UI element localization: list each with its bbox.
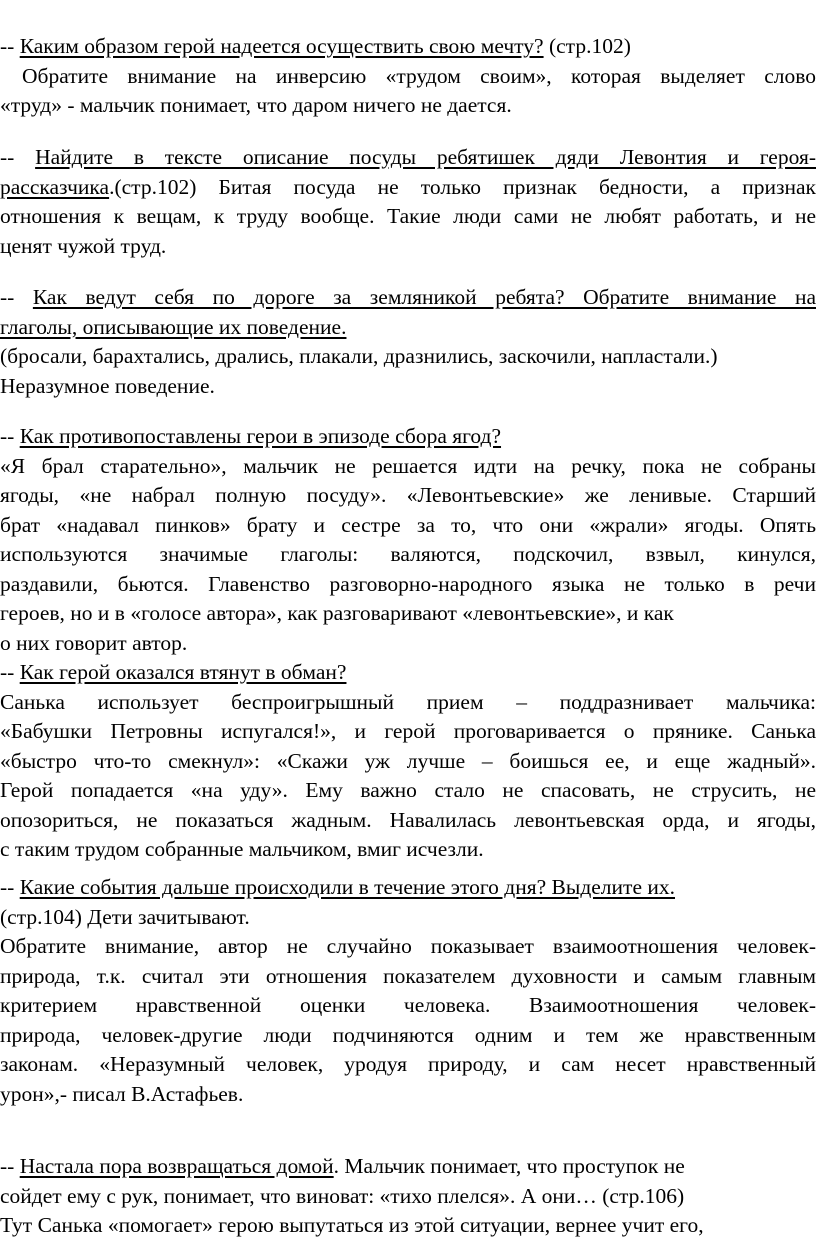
- text-line: рассказчика.(стр.102) Битая посуда не только признак бедности, а признак: [0, 174, 816, 199]
- text-line: используются значимые глаголы: валяются, подскочил, взвыл, кинулся,: [0, 542, 816, 566]
- text-line: о них говорит автор.: [0, 630, 188, 655]
- question-text: Как противопоставлены герои в эпизоде сбора ягод?: [19, 424, 502, 448]
- text-line: брат «надавал пинков» брату и сестре за то, что они «жрали» ягоды. Опять: [0, 512, 816, 537]
- text-line: критерием нравственной оценки человека. Взаимоотношения человек-: [0, 993, 816, 1017]
- text-line: «Бабушки Петровны испугался!», и герой проговаривается о прянике. Санька: [0, 719, 816, 743]
- text-line: законам. «Неразумный человек, уродуя природу, и сам несет нравственный: [0, 1052, 816, 1076]
- question-text: рассказчика: [0, 174, 110, 199]
- text-line: -- Какие события дальше происходили в течение этого дня? Выделите их.: [0, 875, 675, 899]
- text-line: Тут Санька «помогает» герою выпутаться из этой ситуации, вернее учит его,: [0, 1213, 704, 1237]
- text-line: природа, т.к. считал эти отношения показателем духовности и самым главным: [0, 963, 816, 988]
- text-line: раздавили, бьются. Главенство разговорно-народного языка не только в речи: [0, 571, 816, 596]
- question-text: Каким образом герой надеется осуществить свою мечту?: [19, 34, 544, 58]
- text-line: -- Каким образом герой надеется осуществить свою мечту? (стр.102): [0, 34, 631, 58]
- text-line: «труд» - мальчик понимает, что даром ничего не дается.: [0, 93, 512, 117]
- text-line: -- Настала пора возвращаться домой. Мальчик понимает, что проступок не: [0, 1154, 685, 1178]
- text-line: -- Как противопоставлены герои в эпизоде сбора ягод?: [0, 424, 502, 448]
- text-line: ценят чужой труд.: [0, 233, 167, 258]
- text-line: опозориться, не показаться жадным. Навалилась левонтьевская орда, и ягоды,: [0, 807, 816, 832]
- text-line: -- Как ведут себя по дороге за земляникой ребята? Обратите внимание на: [0, 285, 816, 309]
- question-text: глаголы, описывающие их поведение.: [0, 314, 347, 339]
- text-line: урон»,- писал В.Астафьев.: [0, 1081, 244, 1106]
- text-line: природа, человек-другие люди подчиняются одним и тем же нравственным: [0, 1022, 816, 1047]
- question-text: Настала пора возвращаться домой: [19, 1154, 334, 1178]
- question-text: Найдите в тексте описание посуды ребятишек дяди Левонтия и героя-: [35, 145, 816, 169]
- text-line: героев, но и в «голосе автора», как разговаривают «левонтьевские», и как: [0, 601, 674, 625]
- paragraph-question-contrast: [0, 422, 816, 865]
- text-line: Неразумное поведение.: [0, 373, 215, 398]
- text-line: отношения к вещам, к труду вообще. Такие люди сами не любят работать, и не: [0, 204, 816, 228]
- text-line: Герой попадается «на уду». Ему важно стало не спасовать, не струсить, не: [0, 778, 816, 802]
- text-line: «быстро что-то смекнул»: «Скажи уж лучше – боишься ее, и еще жадный».: [0, 748, 816, 773]
- text-line: с таким трудом собранные мальчиком, вмиг исчезли.: [0, 837, 484, 861]
- text-line: -- Как герой оказался втянут в обман?: [0, 660, 347, 684]
- paragraph-question-dream: [0, 32, 816, 121]
- paragraph-question-behavior: [0, 283, 816, 401]
- text-line: (стр.104) Дети зачитывают.: [0, 904, 250, 929]
- question-text: Как герой оказался втянут в обман?: [19, 660, 347, 684]
- question-text: Какие события дальше происходили в течение этого дня? Выделите их.: [19, 875, 675, 899]
- text-line: Обратите внимание, автор не случайно показывает взаимоотношения человек-: [0, 934, 816, 958]
- text-line: Санька использует беспроигрышный прием – поддразнивает мальчика:: [0, 689, 816, 714]
- paragraph-question-events: [0, 873, 816, 1109]
- text-line: «Я брал старательно», мальчик не решается идти на речку, пока не собраны: [0, 453, 816, 478]
- text-line: сойдет ему с рук, понимает, что виноват: «тихо плелся». А они… (стр.106): [0, 1183, 685, 1208]
- question-text: Как ведут себя по дороге за земляникой ребята? Обратите внимание на: [32, 285, 816, 309]
- paragraph-question-home: [0, 1152, 816, 1238]
- text-line: [0, 313, 816, 343]
- text-line: Обратите внимание на инверсию «трудом своим», которая выделяет слово: [22, 63, 816, 88]
- paragraph-question-dishes: [0, 143, 816, 261]
- text-line: (бросали, барахтались, дрались, плакали, дразнились, заскочили, напластали.): [0, 344, 718, 368]
- text-line: -- Найдите в тексте описание посуды ребятишек дяди Левонтия и героя-: [0, 145, 816, 169]
- text-line: ягоды, «не набрал полную посуду». «Левонтьевские» же ленивые. Старший: [0, 483, 816, 507]
